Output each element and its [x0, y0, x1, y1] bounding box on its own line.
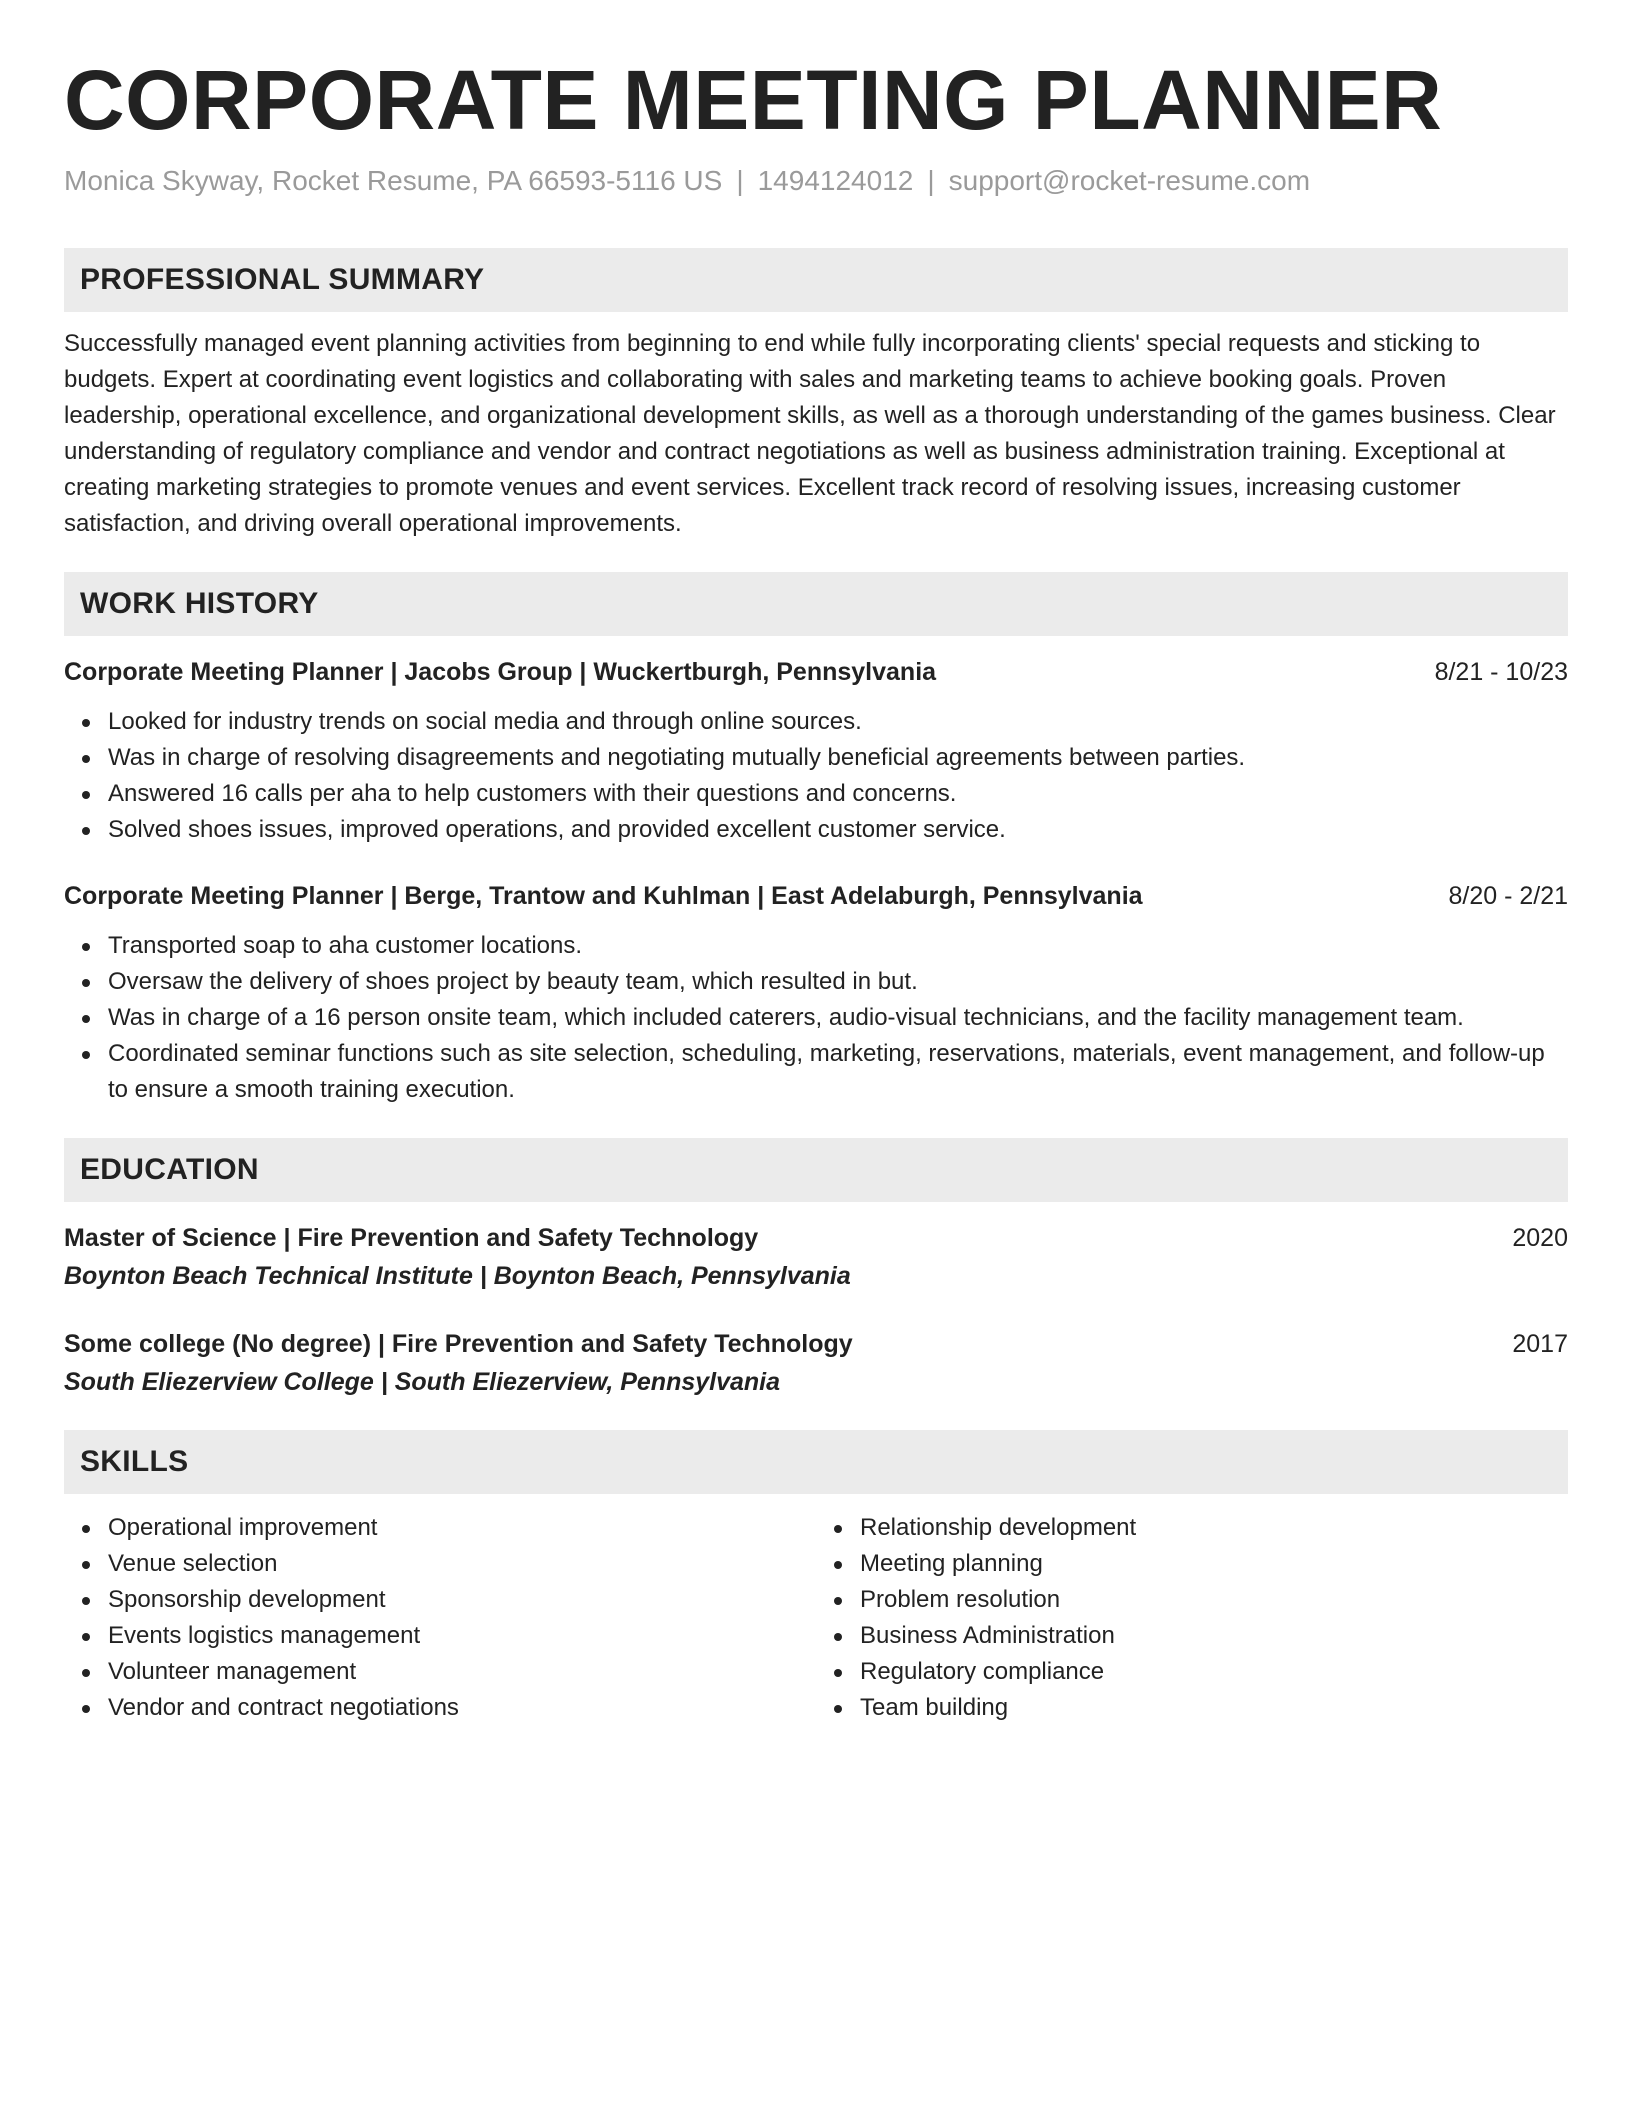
job-header [64, 654, 1568, 690]
skill-item: Regulatory compliance [860, 1654, 1568, 1690]
skill-item: Business Administration [860, 1618, 1568, 1654]
job-dates: 8/21 - 10/23 [1434, 657, 1568, 686]
job-entry [64, 654, 1568, 848]
skill-item: Relationship development [860, 1510, 1568, 1546]
contact-line [64, 164, 1568, 198]
education-school: Boynton Beach Technical Institute | Boynton Beach, Pennsylvania [64, 1261, 851, 1290]
job-bullet: Coordinated seminar functions such as site selection, scheduling, marketing, reservations, materials, event management, and follow-up to ensure a smooth training execution. [108, 1036, 1568, 1108]
skills-list [816, 1510, 1568, 1726]
education-year: 2017 [1512, 1329, 1568, 1358]
job-entry [64, 878, 1568, 1108]
work-history-section-header: WORK HISTORY [64, 572, 1568, 636]
skill-item: Events logistics management [108, 1618, 816, 1654]
education-degree: Some college (No degree) | Fire Prevention and Safety Technology [64, 1329, 853, 1358]
skill-item: Team building [860, 1690, 1568, 1726]
skills-grid [64, 1510, 1568, 1726]
skill-item: Volunteer management [108, 1654, 816, 1690]
job-dates: 8/20 - 2/21 [1448, 881, 1568, 910]
job-bullets [64, 704, 1568, 848]
skill-item: Sponsorship development [108, 1582, 816, 1618]
skill-item: Problem resolution [860, 1582, 1568, 1618]
skill-item: Meeting planning [860, 1546, 1568, 1582]
skills-list [64, 1510, 816, 1726]
job-bullet: Oversaw the delivery of shoes project by beauty team, which resulted in but. [108, 964, 1568, 1000]
skills-section-header: SKILLS [64, 1430, 1568, 1494]
education-header [64, 1220, 1568, 1256]
job-bullet: Was in charge of a 16 person onsite team, which included caterers, audio-visual technicians, and the facility management team. [108, 1000, 1568, 1036]
education-section-header: EDUCATION [64, 1138, 1568, 1202]
contact-phone: 1494124012 [757, 165, 914, 196]
skills-column-left [64, 1510, 816, 1726]
summary-text: Successfully managed event planning activities from beginning to end while fully incorporating clients' special requests and sticking to budgets. Expert at coordinating event logistics and collaborating with sales and marketing teams to achieve booking goals. Proven leadership, operational excellence, and organizational development skills, as well as a thorough understanding of the games business. Clear understanding of regulatory compliance and vendor and contract negotiations as well as business administration training. Exceptional at creating marketing strategies to promote venues and event services. Excellent track record of resolving issues, increasing customer satisfaction, and driving overall operational improvements. [64, 329, 1556, 537]
skills-column-right [816, 1510, 1568, 1726]
resume-name-title: CORPORATE MEETING PLANNER [64, 53, 1443, 147]
education-degree: Master of Science | Fire Prevention and Safety Technology [64, 1223, 759, 1252]
education-school: South Eliezerview College | South Eliezerview, Pennsylvania [64, 1367, 781, 1396]
job-title: Corporate Meeting Planner | Berge, Trantow and Kuhlman | East Adelaburgh, Pennsylvania [64, 881, 1143, 910]
education-entry [64, 1220, 1568, 1294]
job-bullet: Was in charge of resolving disagreements and negotiating mutually beneficial agreements between parties. [108, 740, 1568, 776]
job-header [64, 878, 1568, 914]
education-year: 2020 [1512, 1223, 1568, 1252]
job-bullet: Solved shoes issues, improved operations, and provided excellent customer service. [108, 812, 1568, 848]
summary-section-header: PROFESSIONAL SUMMARY [64, 248, 1568, 312]
skill-item: Vendor and contract negotiations [108, 1690, 816, 1726]
contact-email: support@rocket-resume.com [948, 165, 1311, 196]
contact-separator: | [927, 165, 935, 196]
contact-separator: | [736, 165, 744, 196]
job-bullet: Answered 16 calls per aha to help customers with their questions and concerns. [108, 776, 1568, 812]
job-bullet: Transported soap to aha customer locations. [108, 928, 1568, 964]
skill-item: Venue selection [108, 1546, 816, 1582]
job-bullet: Looked for industry trends on social media and through online sources. [108, 704, 1568, 740]
skill-item: Operational improvement [108, 1510, 816, 1546]
contact-address: Monica Skyway, Rocket Resume, PA 66593-5116 US [64, 165, 723, 196]
job-bullets [64, 928, 1568, 1108]
job-title: Corporate Meeting Planner | Jacobs Group | Wuckertburgh, Pennsylvania [64, 657, 937, 686]
education-entry [64, 1326, 1568, 1400]
education-header [64, 1326, 1568, 1362]
